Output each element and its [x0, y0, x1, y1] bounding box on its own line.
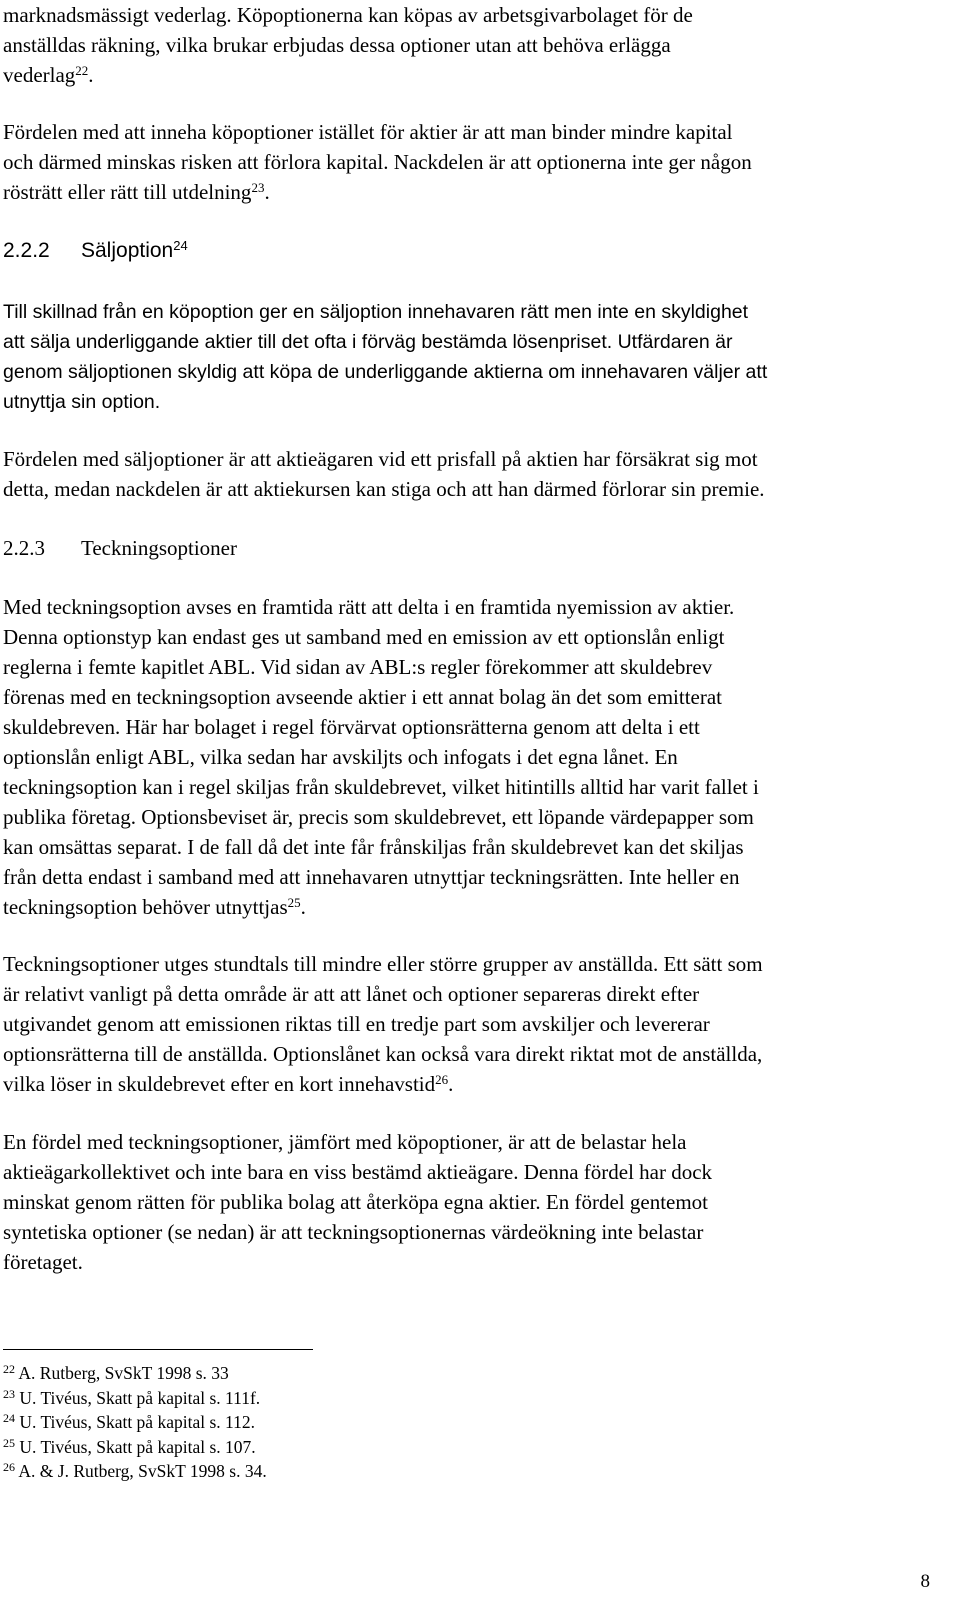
footnote-item: $^{24}$ U. Tivéus, Skatt på kapital s. 112. [3, 1411, 255, 1432]
paragraph-2: Fördelen med att inneha köpoptioner istället för aktier är att man binder mindre kapital och därmed minskas risken att förlora kapital. Nackdelen är att optionerna inte ger någon rösträtt eller rätt till utdelning$^{23}$. [3, 120, 752, 204]
footnote-divider [3, 1349, 313, 1350]
section-title: Teckningsoptioner [81, 536, 237, 560]
footnote-ref-25[interactable]: 25 [287, 895, 301, 910]
section-heading-2-2-2 [3, 236, 188, 266]
section-heading-2-2-3 [3, 533, 237, 563]
footnote-ref-26[interactable]: 26 [435, 1072, 449, 1087]
paragraph-7: En fördel med teckningsoptioner, jämfört med köpoptioner, är att de belastar hela aktieägarkollektivet och inte bara en viss bestämd aktieägare. Denna fördel har dock minskat genom rätten för publika bolag att återköpa egna aktier. En fördel gentemot syntetiska optioner (se nedan) är att teckningsoptionernas värdeökning inte belastar företaget. [3, 1130, 713, 1274]
paragraph-1: marknadsmässigt vederlag. Köpoptionerna kan köpas av arbetsgivarbolaget för de anställdas räkning, vilka brukar erbjudas dessa optioner utan att behöva erlägga vederlag$^{22}$. [3, 3, 693, 87]
paragraph-5: Med teckningsoption avses en framtida rätt att delta i en framtida nyemission av aktier. Denna optionstyp kan endast ges ut samband med en emission av ett optionslån enligt reglerna i femte kapitlet ABL. Vid sidan av ABL:s regler förekommer att skuldebrev förenas med en teckningsoption avseende aktier i ett annat bolag än det som emitterat skuldebreven. Här har bolaget i regel förvärvat optionsrätterna genom att delta i ett optionslån enligt ABL, vilka sedan har avskiljts och infogats i det egna lånet. En teckningsoption kan i regel skiljas från skuldebrevet, vilket hitintills alltid har varit fallet i publika företag. Optionsbeviset är, precis som skuldebrevet, ett löpande värdepapper som kan omsättas separat. I de fall då det inte får frånskiljas från skuldebrevet kan det skiljas från detta endast i samband med att innehavaren utnyttjar teckningsrätten. Inte heller en teckningsoption behöver utnyttjas$^{25}$. [3, 595, 759, 919]
paragraph-6: Teckningsoptioner utges stundtals till mindre eller större grupper av anställda. Ett sätt som är relativt vanligt på detta område är att att lånet och optioner separeras direkt efter utgivandet genom att emissionen riktas till en tredje part som avskiljer och levererar optionsrätterna till de anställda. Optionslånet kan också vara direkt riktat mot de anställda, vilka löser in skuldebrevet efter en kort innehavstid$^{26}$. [3, 952, 763, 1096]
footnote-ref-23[interactable]: 23 [251, 180, 265, 195]
footnote-item: $^{23}$ U. Tivéus, Skatt på kapital s. 111f. [3, 1386, 261, 1408]
footnote-item: $^{25}$ U. Tivéus, Skatt på kapital s. 107. [3, 1435, 256, 1457]
footnotes-list [3, 1361, 267, 1484]
footnote-ref-22[interactable]: 22 [75, 63, 89, 78]
section-number: 2.2.2 [3, 239, 50, 262]
section-title: Säljoption [81, 239, 174, 262]
section-number: 2.2.3 [3, 536, 45, 560]
paragraph-3: Till skillnad från en köpoption ger en säljoption innehavaren rätt men inte en skyldighet att sälja underliggande aktier till det ofta i förväg bestämda lösenpriset. Utfärdaren är genom säljoptionen skyldig att köpa de underliggande aktierna om innehavaren väljer att utnyttja sin option. [3, 301, 768, 413]
footnote-item: $^{26}$ A. & J. Rutberg, SvSkT 1998 s. 34. [3, 1460, 267, 1481]
footnote-item: $^{22}$ A. Rutberg, SvSkT 1998 s. 33 [3, 1362, 229, 1383]
footnote-ref-24[interactable]: 24 [173, 238, 188, 253]
paragraph-4: Fördelen med säljoptioner är att aktieägaren vid ett prisfall på aktien har försäkrat sig mot detta, medan nackdelen är att aktiekursen kan stiga och att han därmed förlorar sin premie. [3, 447, 765, 501]
page-number: 8 [920, 1571, 930, 1592]
